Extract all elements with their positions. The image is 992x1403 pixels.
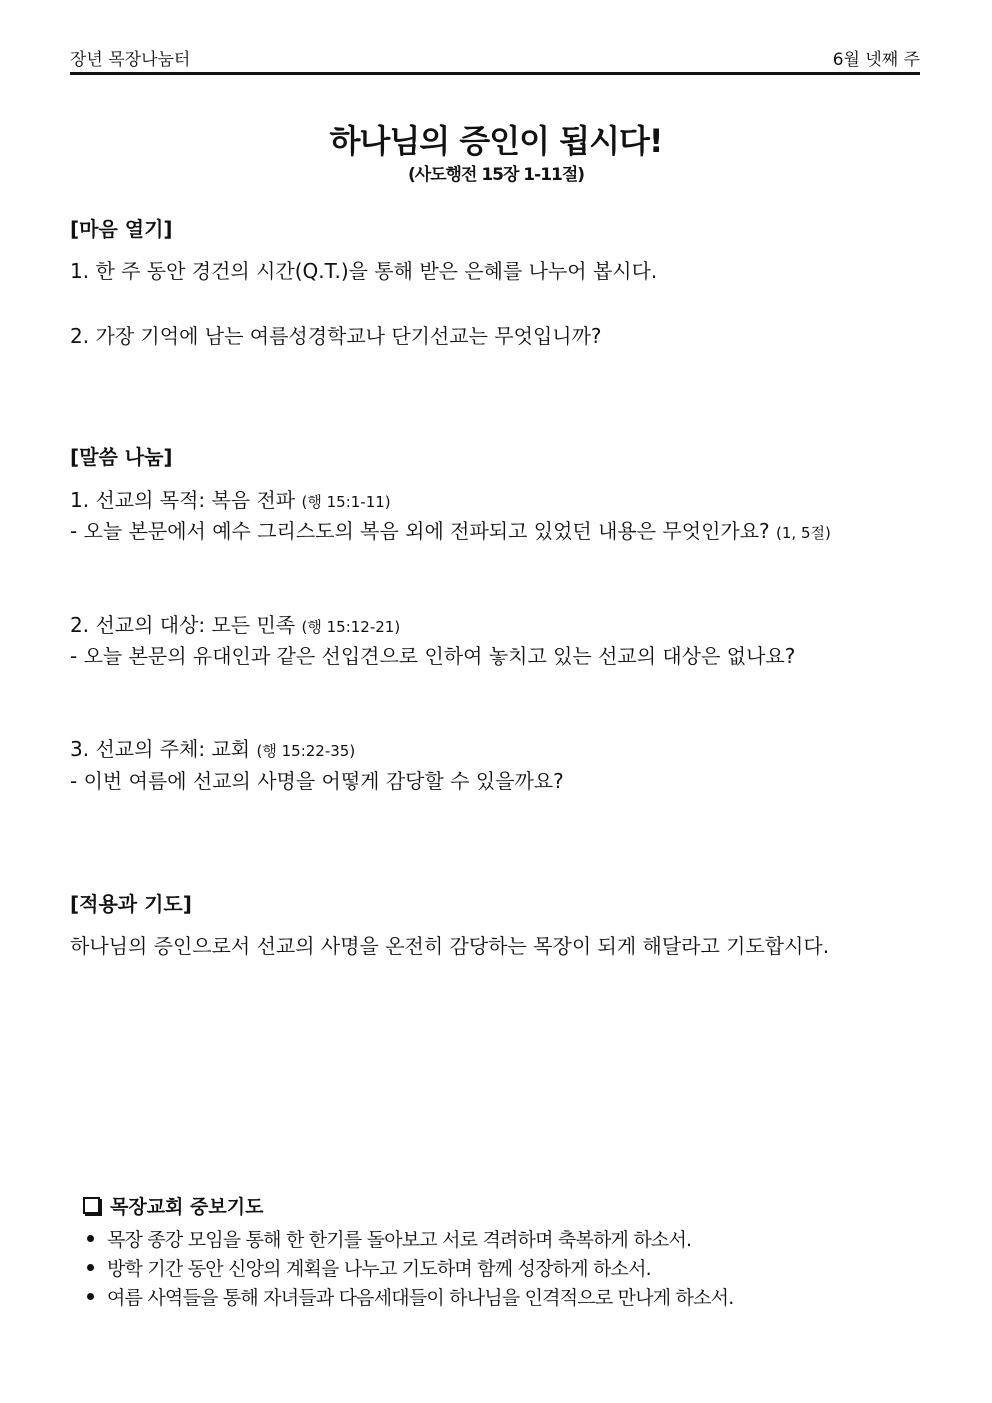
list-item xyxy=(83,1224,733,1253)
prayer-item-text: 여름 사역들을 통해 자녀들과 다음세대들이 하나님을 인격적으로 만나게 하소서. xyxy=(107,1287,734,1309)
word-item-3-title xyxy=(70,733,355,762)
question-1: 1. 한 주 동안 경건의 시간(Q.T.)을 통해 받은 은혜를 나누어 봅시다. xyxy=(70,259,658,283)
word-item-title: 2. 선교의 대상: 모든 민족 xyxy=(70,613,296,637)
prayer-heading xyxy=(83,1192,263,1219)
word-item-question: - 오늘 본문에서 예수 그리스도의 복음 외에 전파되고 있었던 내용은 무엇인가요? xyxy=(70,519,770,543)
section-heading-word-sharing: [말씀 나눔] xyxy=(70,445,173,469)
bullet-icon xyxy=(87,1235,94,1242)
word-item-title: 1. 선교의 목적: 복음 전파 xyxy=(70,488,296,512)
prayer-list xyxy=(83,1224,733,1311)
bullet-icon xyxy=(87,1293,94,1300)
header-right: 6월 넷째 주 xyxy=(832,49,920,70)
bullet-icon xyxy=(87,1264,94,1271)
list-item xyxy=(83,1253,733,1282)
word-item-2-title xyxy=(70,609,400,638)
application-text: 하나님의 증인으로서 선교의 사명을 온전히 감당하는 목장이 되게 해달라고 기도합시다. xyxy=(70,934,830,958)
word-item-1-title xyxy=(70,484,391,513)
page-subtitle: (사도행전 15장 1-11절) xyxy=(407,165,585,185)
word-item-2-question xyxy=(70,640,795,669)
section-heading-open-heart: [마음 열기] xyxy=(70,217,173,241)
scripture-reference: (행 15:12-21) xyxy=(301,618,401,636)
word-item-question: - 오늘 본문의 유대인과 같은 선입견으로 인하여 놓치고 있는 선교의 대상은 없나요? xyxy=(70,644,796,668)
question-2: 2. 가장 기억에 남는 여름성경학교나 단기선교는 무엇입니까? xyxy=(70,324,602,348)
page-title: 하나님의 증인이 됩시다! xyxy=(329,122,663,160)
checkbox-icon xyxy=(83,1197,100,1214)
prayer-heading-label: 목장교회 중보기도 xyxy=(110,1196,264,1218)
scripture-reference: (행 15:1-11) xyxy=(301,493,391,511)
header-divider xyxy=(70,72,920,75)
page-header xyxy=(70,44,920,70)
word-item-question: - 이번 여름에 선교의 사명을 어떻게 감당할 수 있을까요? xyxy=(70,769,564,793)
header-left: 장년 목장나눔터 xyxy=(70,49,191,70)
scripture-reference: (행 15:22-35) xyxy=(256,742,356,760)
word-item-title: 3. 선교의 주체: 교회 xyxy=(70,737,251,761)
prayer-item-text: 목장 종강 모임을 통해 한 한기를 돌아보고 서로 격려하며 축복하게 하소서. xyxy=(107,1229,692,1251)
word-item-3-question xyxy=(70,765,564,794)
word-item-1-question xyxy=(70,515,831,544)
prayer-item-text: 방학 기간 동안 신앙의 계획을 나누고 기도하며 함께 성장하게 하소서. xyxy=(107,1258,651,1280)
list-item xyxy=(83,1282,733,1311)
section-heading-application-prayer: [적용과 기도] xyxy=(70,892,192,916)
verse-note: (1, 5절) xyxy=(776,524,831,542)
